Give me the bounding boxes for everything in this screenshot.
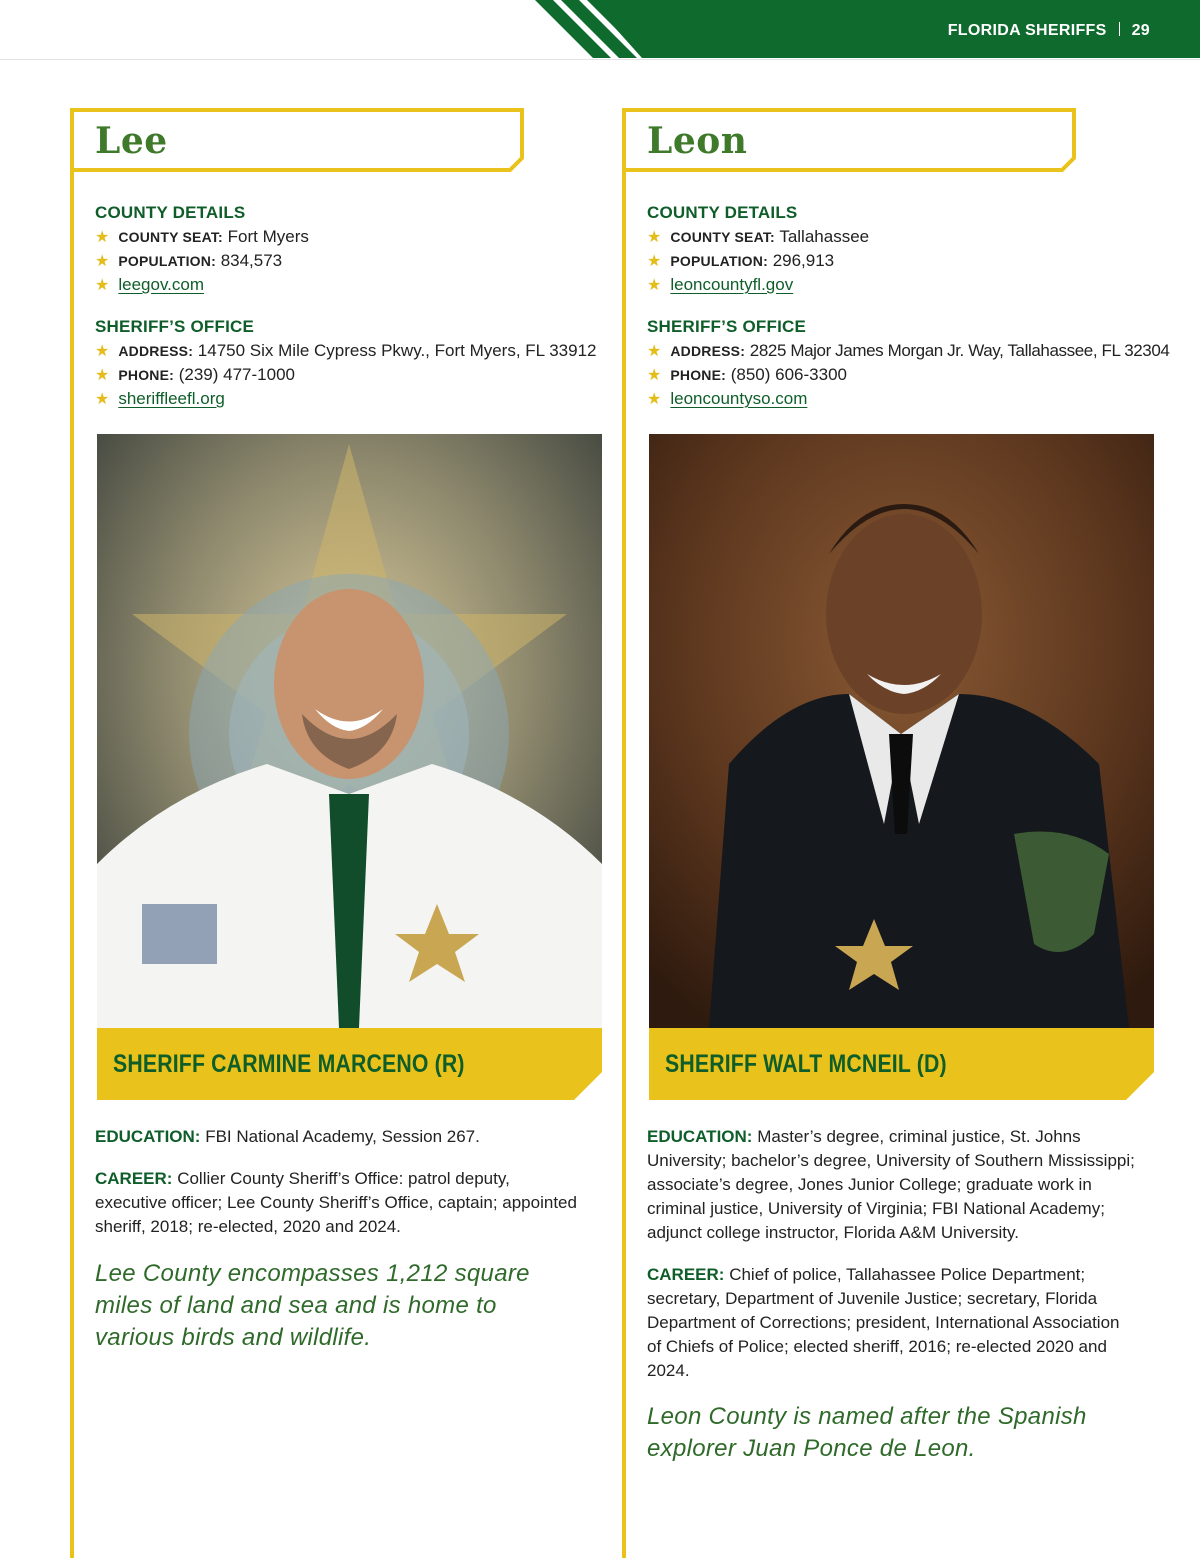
education-paragraph <box>95 1125 585 1149</box>
county-seat-label: COUNTY SEAT: <box>118 229 223 245</box>
career-text: Collier County Sheriff’s Office: patrol deputy, executive officer; Lee County Sheriff’s Office, captain; appointed sheriff, 2018; re-elected, 2020 and 2024. <box>95 1169 577 1236</box>
education-label: EDUCATION: <box>647 1127 753 1146</box>
county-profile-lee <box>70 108 602 1558</box>
career-label: CAREER: <box>95 1169 173 1188</box>
population-row <box>95 251 282 271</box>
sheriff-portrait-icon <box>649 434 1154 1028</box>
career-paragraph <box>95 1167 585 1239</box>
page-header <box>0 0 1200 60</box>
county-details-heading: COUNTY DETAILS <box>647 203 798 222</box>
county-website-link[interactable]: leegov.com <box>118 275 205 294</box>
address-row <box>95 341 597 361</box>
star-icon: ★ <box>95 253 110 270</box>
office-website-row <box>95 389 225 409</box>
star-icon: ★ <box>95 367 110 384</box>
population-label: POPULATION: <box>670 253 768 269</box>
county-title-box <box>622 108 1078 172</box>
star-icon: ★ <box>647 253 662 270</box>
sheriff-name: SHERIFF CARMINE MARCENO (R) <box>113 1050 465 1078</box>
star-icon: ★ <box>647 229 662 246</box>
county-website-row <box>95 275 204 295</box>
star-icon: ★ <box>95 391 110 408</box>
county-seat-row <box>647 227 869 247</box>
star-icon: ★ <box>647 343 662 360</box>
sheriff-portrait-icon <box>97 434 602 1028</box>
population-label: POPULATION: <box>118 253 216 269</box>
education-text: FBI National Academy, Session 267. <box>205 1127 480 1146</box>
star-icon: ★ <box>95 229 110 246</box>
star-icon: ★ <box>95 277 110 294</box>
education-text: Master’s degree, criminal justice, St. Johns University; bachelor’s degree, University of Southern Mississippi; associate’s degree, Jones Junior College; graduate work in criminal justice, University of Virginia; FBI National Academy; adjunct college instructor, Florida A&M University. <box>647 1127 1135 1242</box>
star-icon: ★ <box>95 343 110 360</box>
sheriff-name-banner <box>97 1028 602 1100</box>
career-paragraph <box>647 1263 1137 1383</box>
star-icon: ★ <box>647 277 662 294</box>
address-value: 14750 Six Mile Cypress Pkwy., Fort Myers, FL 33912 <box>197 341 597 360</box>
education-paragraph <box>647 1125 1137 1245</box>
phone-label: PHONE: <box>118 367 174 383</box>
phone-label: PHONE: <box>670 367 726 383</box>
population-value: 296,913 <box>772 251 835 270</box>
address-label: ADDRESS: <box>118 343 194 359</box>
address-label: ADDRESS: <box>670 343 746 359</box>
sheriffs-office-heading: SHERIFF’S OFFICE <box>95 317 255 336</box>
career-label: CAREER: <box>647 1265 725 1284</box>
office-website-link[interactable]: sheriffleefl.org <box>118 389 225 408</box>
sheriff-name-banner <box>649 1028 1154 1100</box>
county-seat-row <box>95 227 309 247</box>
phone-value: (239) 477-1000 <box>178 365 295 384</box>
office-website-row <box>647 389 807 409</box>
sheriffs-office-heading: SHERIFF’S OFFICE <box>647 317 807 336</box>
county-title: Lee <box>95 120 168 162</box>
county-seat-label: COUNTY SEAT: <box>670 229 775 245</box>
phone-row <box>647 365 847 385</box>
county-title-box <box>70 108 526 172</box>
county-website-link[interactable]: leoncountyfl.gov <box>670 275 794 294</box>
star-icon: ★ <box>647 367 662 384</box>
running-header <box>948 22 1150 40</box>
publication-title: FLORIDA SHERIFFS <box>947 22 1107 39</box>
office-website-link[interactable]: leoncountyso.com <box>670 389 808 408</box>
county-website-row <box>647 275 793 295</box>
phone-row <box>95 365 295 385</box>
county-seat-value: Fort Myers <box>227 227 309 246</box>
population-value: 834,573 <box>220 251 283 270</box>
address-value: 2825 Major James Morgan Jr. Way, Tallahassee, FL 32304 <box>749 341 1170 360</box>
header-rule <box>0 59 1200 60</box>
sheriff-name: SHERIFF WALT MCNEIL (D) <box>665 1050 947 1078</box>
phone-value: (850) 606-3300 <box>730 365 847 384</box>
county-title: Leon <box>647 120 748 162</box>
header-stripes <box>530 0 690 58</box>
county-profile-leon <box>622 108 1170 1558</box>
county-fact: Leon County is named after the Spanish explorer Juan Ponce de Leon. <box>647 1403 1087 1462</box>
career-text: Chief of police, Tallahassee Police Department; secretary, Department of Juvenile Justice; secretary, Florida Department of Corrections; president, International Association of Chiefs of Police; elected sheriff, 2016; re-elected 2020 and 2024. <box>647 1265 1120 1380</box>
header-separator <box>1119 22 1120 36</box>
population-row <box>647 251 834 271</box>
address-row <box>647 341 1169 361</box>
page-number: 29 <box>1131 22 1150 39</box>
county-details-heading: COUNTY DETAILS <box>95 203 246 222</box>
education-label: EDUCATION: <box>95 1127 201 1146</box>
column-rule <box>622 108 626 1558</box>
star-icon: ★ <box>647 391 662 408</box>
column-rule <box>70 108 74 1558</box>
county-fact: Lee County encompasses 1,212 square miles of land and sea and is home to various birds and wildlife. <box>95 1260 530 1351</box>
county-seat-value: Tallahassee <box>779 227 870 246</box>
